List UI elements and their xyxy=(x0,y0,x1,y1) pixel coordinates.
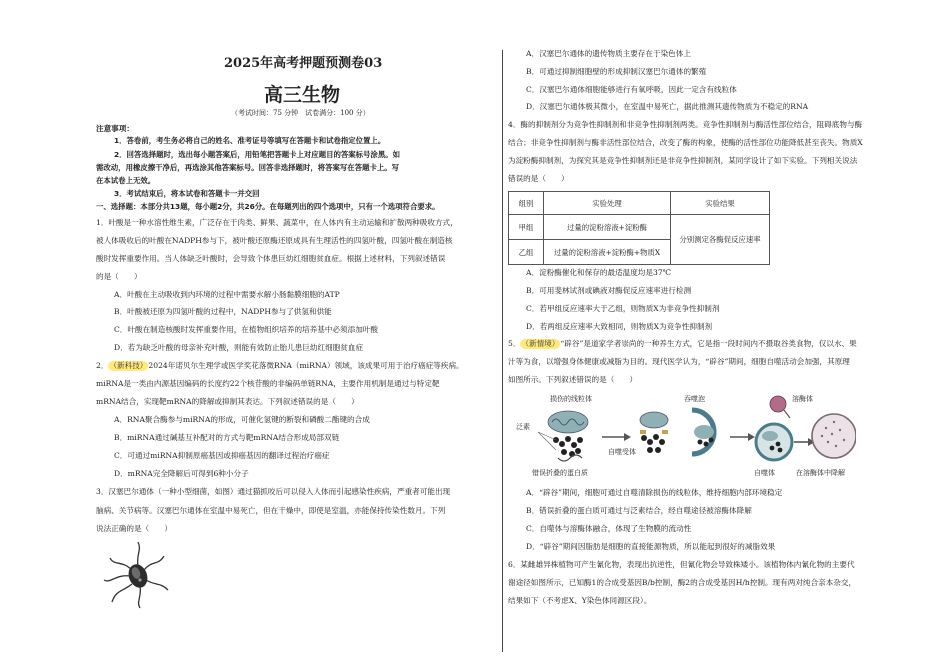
label-degradation: 在溶酶体中降解 xyxy=(796,469,845,477)
exam-info: （考试时间：75 分钟 试卷满分：100 分） xyxy=(231,109,370,117)
q6-line2: 谢途径如图所示，已知酶1的合成受基因B/b控制，酶2的合成受基因H/h控制。现有两对纯合亲本杂交， xyxy=(508,578,857,587)
section-heading: 一、选择题：本部分共13题，每小题2分，共26分。在每题列出的四个选项中，只有一个选项符合要求。 xyxy=(96,202,440,211)
autophagy-figure xyxy=(516,392,856,480)
q6-line1: 6．某雌雄异株植物可产生氰化物，表现出抗逆性，但氰化物会导致株矮小。该植物体内氰化物的主要代 xyxy=(508,560,855,569)
q4-option-d: D．若两组反应速率大致相同，则物质X为竞争性抑制剂 xyxy=(526,322,713,331)
q1-option-b: B．叶酸被还原为四氢叶酸的过程中，NADPH参与了供氢和供能 xyxy=(114,307,332,316)
autophagy-diagram xyxy=(516,392,856,480)
table-header-cell: 实验处理 xyxy=(544,192,671,215)
q1-option-a: A．叶酸在主动吸收到内环境的过程中需要水解小肠黏膜细胞的ATP xyxy=(114,290,340,299)
q3-option-b: B．可通过抑制细胞壁的形成抑制汉塞巴尔通体的繁殖 xyxy=(526,67,707,76)
q2-option-b: B．miRNA通过碱基互补配对的方式与靶mRNA结合形成局部双链 xyxy=(114,433,340,442)
q3-option-a: A．汉塞巴尔通体的遗传物质主要存在于染色体上 xyxy=(526,49,691,58)
q2-line1 xyxy=(96,361,464,371)
q5-option-c: C．自噬体与溶酶体融合，体现了生物膜的流动性 xyxy=(526,524,692,533)
q2-option-c: C．可通过miRNA抑制原癌基因或抑癌基因的翻译过程治疗癌症 xyxy=(114,451,330,460)
label-ubiquitin: 泛素 xyxy=(516,423,530,431)
table-cell-result: 分别测定各酶促反应速率 xyxy=(671,215,770,265)
q1-line4: 的是（ ） xyxy=(96,272,142,281)
label-autophagy-receptor: 自噬受体 xyxy=(608,448,636,456)
ubiquitin-cluster xyxy=(553,436,583,457)
q1-option-c: C．叶酸在制造核酸时发挥重要作用，在植物组织培养的培养基中必须添加叶酸 xyxy=(114,325,378,334)
q1-line1: 1．叶酸是一种水溶性维生素，广泛存在于肉类、鲜果、蔬菜中，在人体内有主动运输和扩散两种吸收方式， xyxy=(96,218,458,227)
q5-line1 xyxy=(508,339,857,349)
q3-option-c: C．汉塞巴尔通体细胞能够进行有氧呼吸，因此一定含有线粒体 xyxy=(526,85,737,94)
q4-line4: 错误的是（ ） xyxy=(508,174,569,183)
table-cell: 甲组 xyxy=(509,215,544,240)
q3-line1: 3．汉塞巴尔通体（一种小型细菌，如图）通过猫抓咬后可以侵入人体而引起感染性疾病，严重者可能出现 xyxy=(96,487,451,496)
label-autophagosome: 自噬体 xyxy=(754,469,775,477)
lysosome-shape xyxy=(770,396,786,412)
label-lysosome: 溶酶体 xyxy=(792,395,813,403)
q1-option-d: D．若为缺乏叶酸的母亲补充叶酸，则能有效防止胎儿患巨幼红细胞贫血症 xyxy=(114,343,364,352)
note-2-line3: 在本试卷上无效。 xyxy=(96,176,156,185)
degradation-vesicle-shape xyxy=(812,414,856,458)
label-misfolded-protein: 错误折叠的蛋白质 xyxy=(532,469,588,477)
table-cell: 乙组 xyxy=(509,240,544,265)
q3-line3: 说法正确的是（ ） xyxy=(96,524,172,533)
q4-experiment-table xyxy=(508,191,770,265)
table-header-cell: 实验结果 xyxy=(671,192,770,215)
q5-line2: 汁等为食，以增强身体健康或减脂为目的。现代医学认为，“辟谷”期间，细胞自噬活动会加强，其原理 xyxy=(508,357,850,366)
q5-option-b: B．错误折叠的蛋白质可通过与泛素结合，经自噬途径被溶酶体降解 xyxy=(526,506,752,515)
note-1: 1．答卷前，考生务必将自己的姓名、准考证号等填写在答题卡和试卷指定位置上。 xyxy=(114,136,386,145)
bacterium-figure xyxy=(102,540,172,610)
q6-line3: 结果如下（不考虑X、Y染色体同源区段）。 xyxy=(508,596,652,605)
q3-line2: 脑病、关节病等。汉塞巴尔通体在室温中易死亡，但在干燥中，即使是室温，亦能保持传染性数月。下列 xyxy=(96,506,446,515)
q5-number: 5． xyxy=(508,339,521,348)
q2-tag-new-tech: （新科技） xyxy=(109,361,148,370)
q2-option-d: D．mRNA完全降解后可得到6种小分子 xyxy=(114,469,249,478)
q5-option-d: D．“辟谷”期间因脂肪是细胞的直接能源物质，所以能起到很好的减脂效果 xyxy=(526,542,776,551)
q3-option-d: D．汉塞巴尔通体极其微小，在室温中易死亡，据此推测其遗传物质为不稳定的RNA xyxy=(526,102,809,111)
q5-text1: “辟谷”是道家学者崇尚的一种养生方式，它是指一段时间内不摄取谷类食物，仅以水、果 xyxy=(560,339,857,348)
q4-line1: 4．酶的抑制剂分为竞争性抑制剂和非竞争性抑制剂两类。竞争性抑制剂与酶活性部位结合，阻碍底物与酶 xyxy=(508,120,863,129)
label-damaged-mitochondrion: 损伤的线粒体 xyxy=(550,395,592,403)
q4-line3: 为淀粉酶抑制剂，为探究其是竞争性抑制剂还是非竞争性抑制剂，某同学设计了如下实验。下列相关说法 xyxy=(508,156,858,165)
table-cell: 过量的淀粉溶液+淀粉酶+物质X xyxy=(544,240,671,265)
exam-title: 2025年高考押题预测卷03 xyxy=(224,56,383,71)
q5-line3: 如图所示。下列叙述错误的是（ ） xyxy=(508,375,638,384)
q1-line2: 被人体吸收后的叶酸在NADPH参与下，被叶酸还原酶还原成具有生理活性的四氢叶酸，四氢叶酸在制造核 xyxy=(96,236,453,245)
table-header-row xyxy=(509,192,770,215)
label-phagophore: 吞噬泡 xyxy=(684,395,705,403)
note-3: 3．考试结束后，将本试卷和答题卡一并交回 xyxy=(114,189,260,198)
q2-text1: 2024年诺贝尔生理学或医学奖花落微RNA（miRNA）领域，该成果可用于治疗癌症等疾病。 xyxy=(148,361,464,370)
q4-option-c: C．若甲组反应速率大于乙组，则物质X为非竞争性抑制剂 xyxy=(526,304,720,313)
column-divider xyxy=(502,50,503,652)
q4-option-a: A．淀粉酶催化和保存的最适温度均是37℃ xyxy=(526,268,672,277)
table-header-cell: 组别 xyxy=(509,192,544,215)
table-cell: 过量的淀粉溶液+淀粉酶 xyxy=(544,215,671,240)
note-2-line1: 2．回答选择题时，选出每小题答案后，用铅笔把答题卡上对应题目的答案标号涂黑。如 xyxy=(114,150,400,159)
autophagosome-shape xyxy=(756,424,792,460)
q4-option-b: B．可用斐林试剂或碘液对酶促反应速率进行检测 xyxy=(526,286,692,295)
notes-heading: 注意事项： xyxy=(96,124,134,133)
q1-line3: 酸时发挥重要作用。当人体缺乏叶酸时，会导致个体患巨幼红细胞贫血症。根据上述材料，下列叙述错误 xyxy=(96,254,446,263)
subject-title: 高三生物 xyxy=(264,84,341,106)
q2-number: 2． xyxy=(96,361,109,370)
q5-option-a: A．“辟谷”期间，细胞可通过自噬清除损伤的线粒体，维持细胞内部环境稳定 xyxy=(526,488,783,497)
note-2-line2: 需改动，用橡皮擦干净后，再选涂其他答案标号。回答非选择题时，将答案写在答题卡上。写 xyxy=(96,163,400,172)
q5-tag-new-context: （新情境） xyxy=(521,339,560,348)
q2-option-a: A．RNA聚合酶参与miRNA的形成，可催化氢键的断裂和磷酸二酯键的合成 xyxy=(114,415,370,424)
table-row xyxy=(509,215,770,240)
q2-line3: mRNA结合，实现靶mRNA的降解或抑制其表达。下列叙述错误的是（ ） xyxy=(96,397,359,406)
q2-line2: miRNA是一类由内源基因编码的长度约22个核苷酸的非编码单链RNA，主要作用机制是通过与特定靶 xyxy=(96,379,440,388)
q4-line2: 结合；非竞争性抑制剂与酶非活性部位结合，改变了酶的构象，使酶的活性部位功能降低甚至丧失。物质X xyxy=(508,138,863,147)
